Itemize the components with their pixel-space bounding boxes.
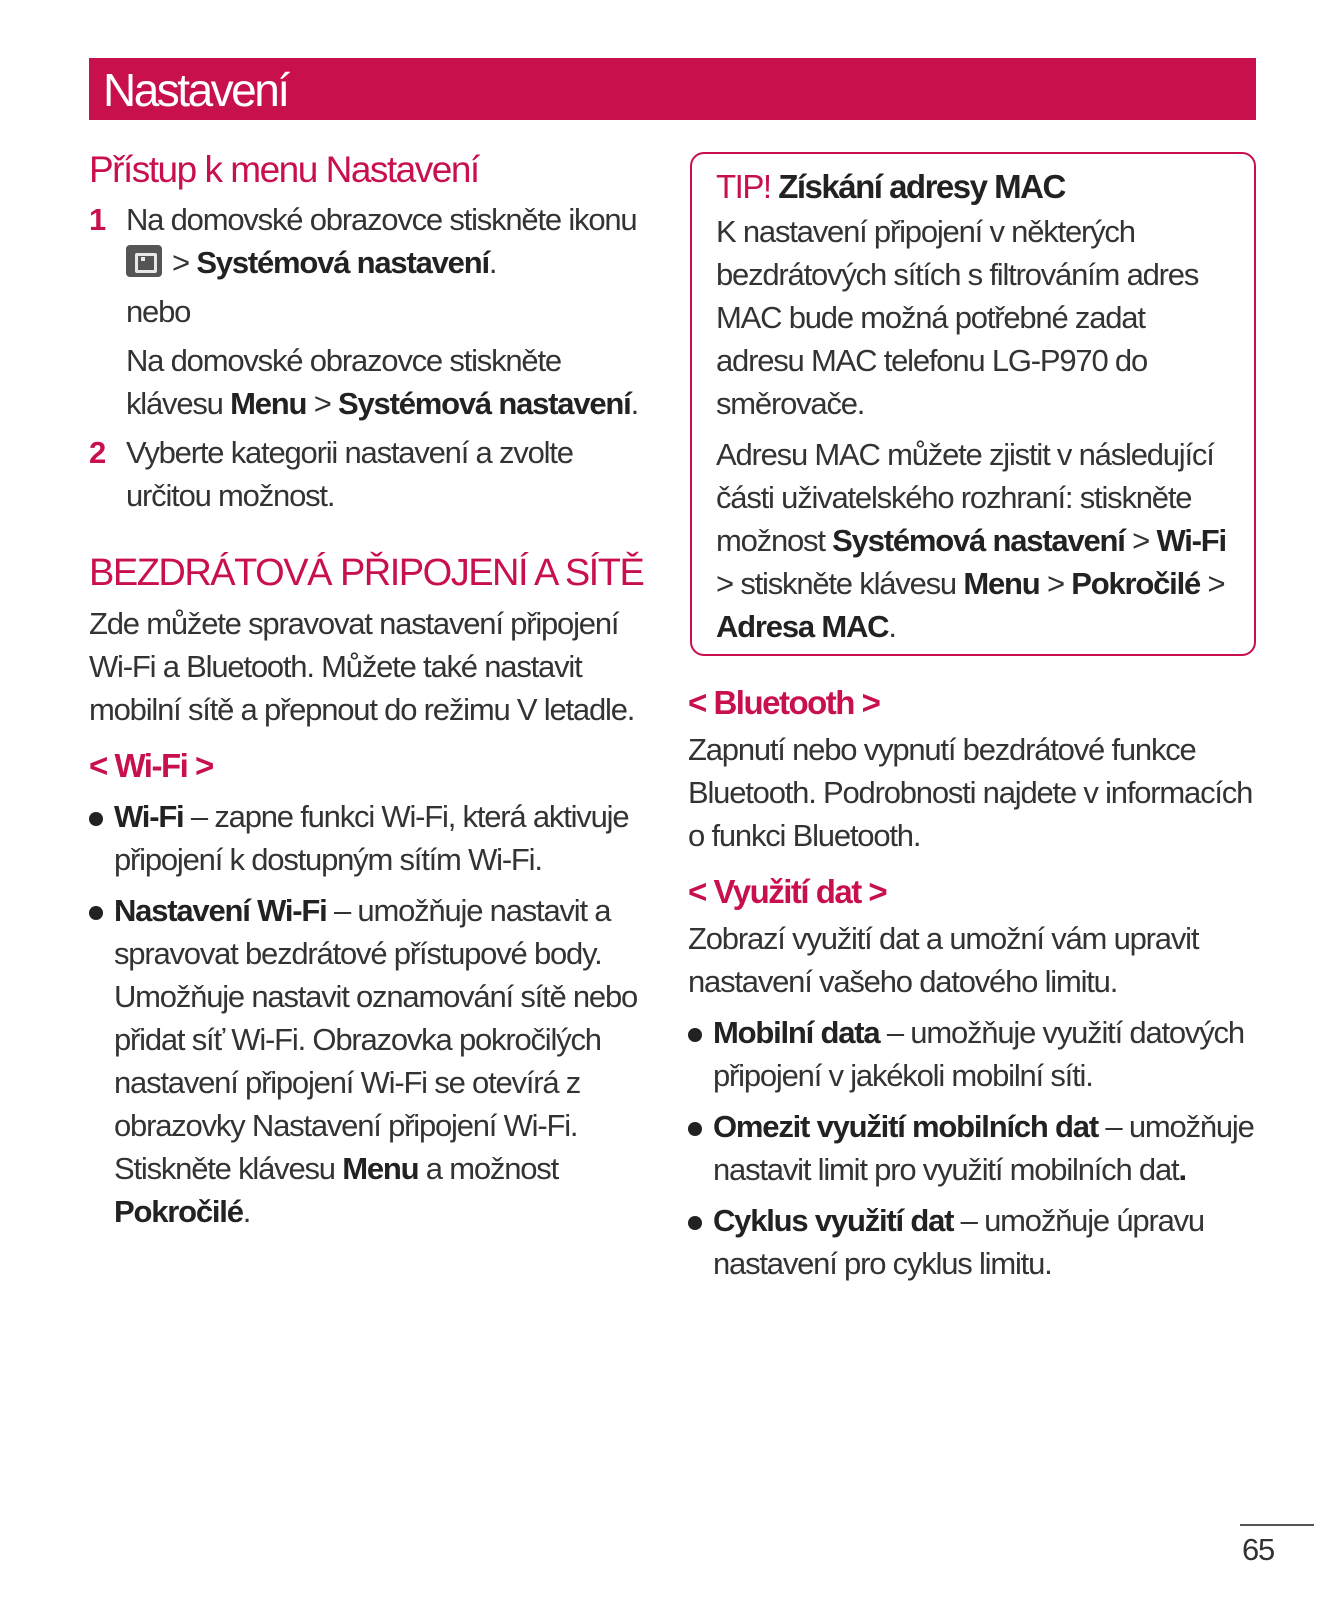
- data-item-2-period: .: [1178, 1152, 1186, 1187]
- wifi-item-2: [89, 889, 659, 1233]
- data-usage-text: Zobrazí využití dat a umožní vám upravit nastavení vašeho datového limitu.: [688, 921, 1199, 999]
- tip-gt-2: >: [1039, 566, 1072, 601]
- data-item-3-term: Cyklus využití dat: [713, 1203, 954, 1238]
- tip-heading: Získání adresy MAC: [778, 168, 1065, 205]
- tip-para2-text: Adresu MAC můžete zjistit v následující části uživatelského rozhraní: stiskněte možnost: [716, 437, 1214, 558]
- step-1-gt: >: [172, 245, 189, 280]
- data-item-2-desc: – umožňuje nastavit limit pro využití mobilních dat: [713, 1109, 1254, 1187]
- step-1: [89, 198, 659, 284]
- wifi-item-1: [89, 795, 659, 881]
- data-item-2-term: Omezit využití mobilních dat: [713, 1109, 1098, 1144]
- tip-paragraph-1: K nastavení připojení v některých bezdrátových sítích s filtrováním adres MAC bude možná potřebné zadat adresu MAC telefonu LG-P970 do směrovače.: [716, 214, 1199, 421]
- wifi-item-2-period: .: [242, 1194, 251, 1229]
- step-1-path: Systémová nastavení: [196, 245, 489, 280]
- settings-icon: [126, 245, 162, 277]
- step-2-number: 2: [89, 435, 106, 470]
- step-1-line: Na domovské obrazovce stiskněte ikonu: [126, 202, 637, 237]
- tip-press: > stiskněte klávesu: [716, 566, 964, 601]
- wifi-item-1-term: Wi-Fi: [114, 799, 184, 834]
- page-number-rule: [1240, 1524, 1314, 1526]
- bluetooth-text: Zapnutí nebo vypnutí bezdrátové funkce Bluetooth. Podrobnosti najdete v informacích o funkci Bluetooth.: [688, 732, 1253, 853]
- data-item-1-desc: – umožňuje využití datových připojení v jakékoli mobilní síti.: [713, 1015, 1244, 1093]
- alt-step-menu: Menu: [230, 386, 307, 421]
- page-number: 65: [1242, 1532, 1275, 1567]
- tip-path-1: Systémová nastavení: [832, 523, 1125, 558]
- bluetooth-heading: < Bluetooth >: [688, 684, 880, 721]
- wifi-item-2-desc: – umožňuje nastavit a spravovat bezdrátové přístupové body. Umožňuje nastavit oznamování sítě nebo přidat síť Wi-Fi. Obrazovka pokročilých nastavení připojení Wi-Fi se otevírá z obrazovky Nastavení připojení Wi-Fi. Stiskněte klávesu: [114, 893, 638, 1186]
- right-lower: [688, 682, 1258, 1285]
- tip-gt-1: >: [1124, 523, 1157, 558]
- access-heading: Přístup k menu Nastavení: [89, 149, 479, 190]
- alt-step-text: Na domovské obrazovce stiskněte klávesu: [126, 343, 561, 421]
- left-column: [89, 148, 659, 1233]
- page-header-title: Nastavení: [103, 64, 288, 116]
- step-1-number: 1: [89, 202, 106, 237]
- wireless-heading: BEZDRÁTOVÁ PŘIPOJENÍ A SÍTĚ: [89, 552, 644, 594]
- tip-paragraph-2: [716, 433, 1234, 648]
- data-item-3-desc: – umožňuje úpravu nastavení pro cyklus limitu.: [713, 1203, 1204, 1281]
- step-1-period: .: [488, 245, 497, 280]
- alt-step-path: Systémová nastavení: [338, 386, 631, 421]
- tip-path-2: Wi-Fi: [1156, 523, 1226, 558]
- wifi-heading: < Wi-Fi >: [89, 747, 213, 784]
- step-2-text: Vyberte kategorii nastavení a zvolte určitou možnost.: [126, 435, 573, 513]
- wifi-item-2-and: a možnost: [418, 1151, 559, 1186]
- wifi-item-1-desc: – zapne funkci Wi-Fi, která aktivuje připojení k dostupným sítím Wi-Fi.: [114, 799, 629, 877]
- tip-path-3: Pokročilé: [1071, 566, 1201, 601]
- data-item-1-term: Mobilní data: [713, 1015, 880, 1050]
- wifi-item-2-term: Nastavení Wi-Fi: [114, 893, 327, 928]
- tip-gt-3: >: [1200, 566, 1225, 601]
- alt-step: [89, 339, 659, 425]
- wireless-intro: Zde můžete spravovat nastavení připojení Wi-Fi a Bluetooth. Můžete také nastavit mobilní sítě a přepnout do režimu V letadle.: [89, 606, 635, 727]
- data-item-3: [688, 1199, 1258, 1285]
- tip-path-4: Adresa MAC: [716, 609, 889, 644]
- alt-step-gt: >: [313, 386, 331, 421]
- alt-step-period: .: [630, 386, 638, 421]
- wifi-item-2-advanced: Pokročilé: [114, 1194, 243, 1229]
- or-text: nebo: [126, 294, 191, 329]
- tip-box: [690, 152, 1256, 656]
- tip-label: TIP!: [716, 168, 771, 205]
- data-item-2: [688, 1105, 1258, 1191]
- tip-menu: Menu: [963, 566, 1040, 601]
- tip-title: [716, 166, 1234, 208]
- data-item-1: [688, 1011, 1258, 1097]
- step-1-text: [126, 198, 659, 284]
- data-usage-heading: < Využití dat >: [688, 873, 887, 910]
- wifi-item-2-menu: Menu: [342, 1151, 419, 1186]
- page-header-bar: [89, 58, 1256, 120]
- step-2: [89, 431, 659, 517]
- tip-period: .: [888, 609, 896, 644]
